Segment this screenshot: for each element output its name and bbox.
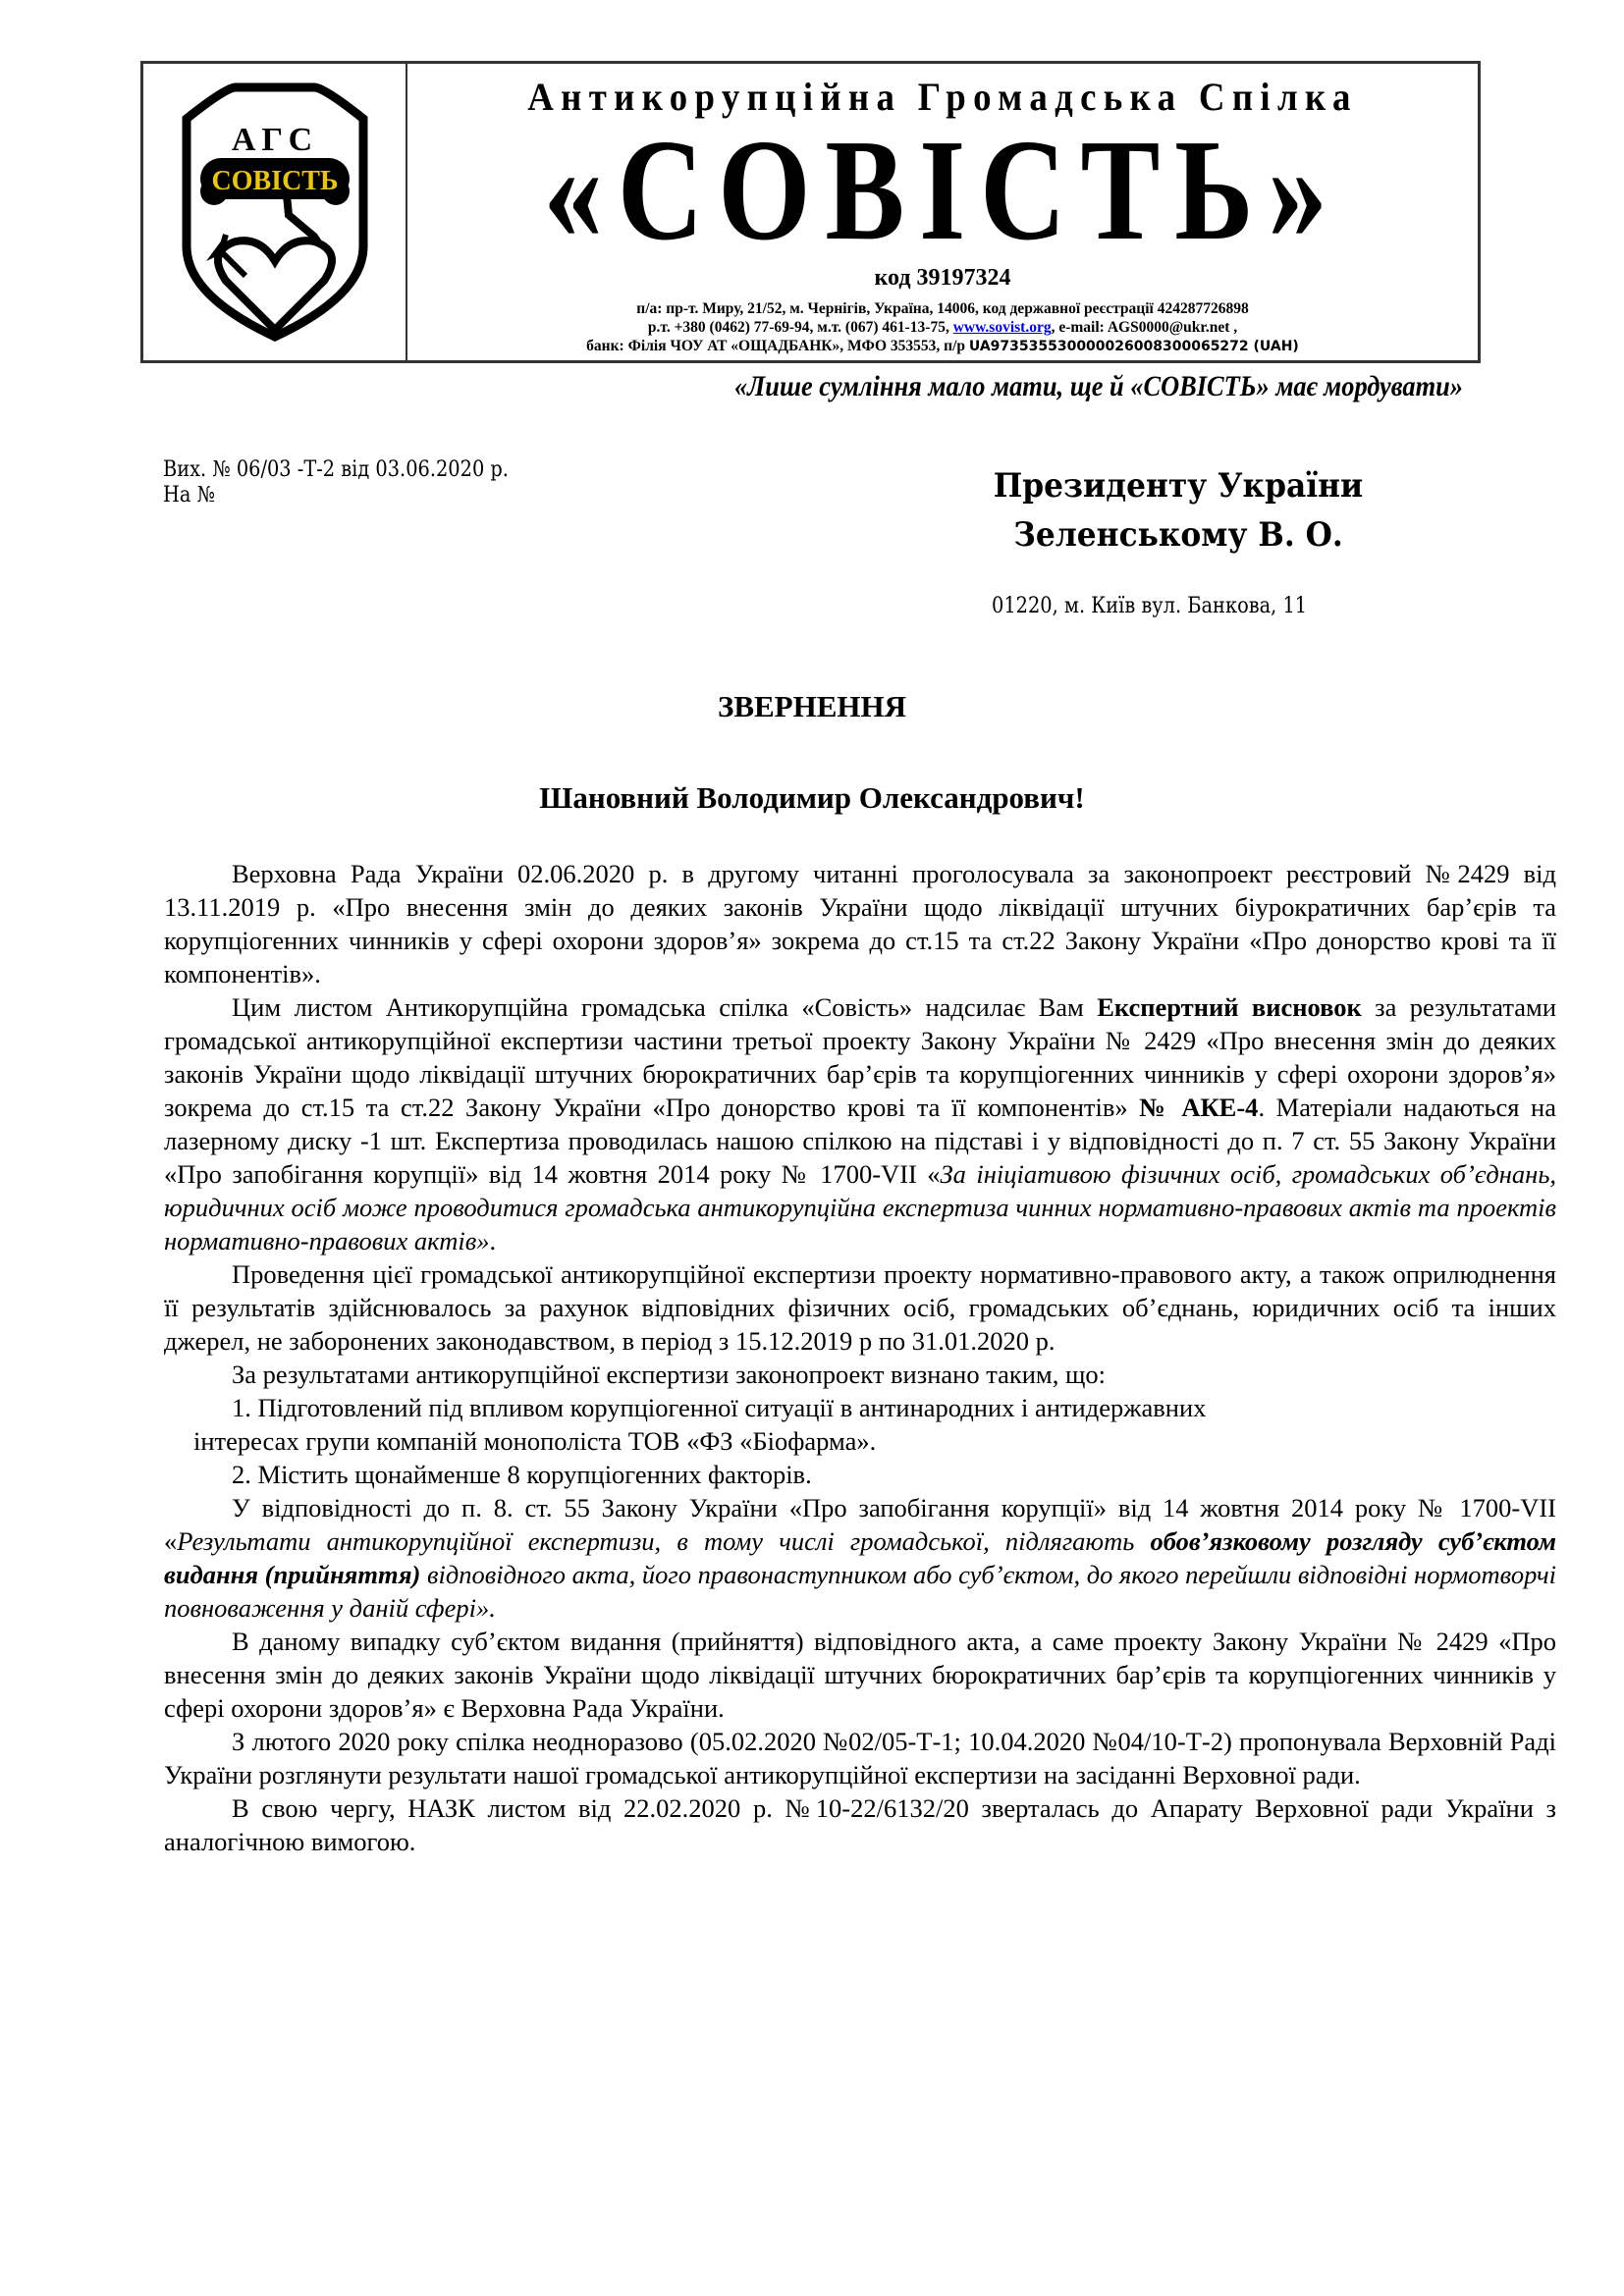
postal-address: п/а: пр-т. Миру, 21/52, м. Чернігів, Україна, 14006, код державної реєстрації 424287726898 <box>636 300 1249 317</box>
paragraph-8: В свою чергу, НАЗК листом від 22.02.2020 р. №10-22/6132/20 зверталась до Апарату Верховної ради України з аналогічною вимогою. <box>164 1793 1556 1856</box>
phone-line <box>407 318 1478 337</box>
organization-type: Антикорупційна Громадська Спілка <box>527 75 1358 119</box>
recipient-address: 01220, м. Київ вул. Банкова, 11 <box>992 594 1308 618</box>
paragraph-3: Проведення цієї громадської антикорупційної експертизи проекту нормативно-правового акту, а також оприлюднення її результатів здійснювалось за рахунок відповідних фізичних осіб, громадських об’єднань, юридичних осіб та інших джерел, не заборонених законодавством, в період з 15.12.2019 р по 31.01.2020 р. <box>164 1259 1556 1356</box>
organization-logo-icon <box>167 80 383 345</box>
organization-name: «СОВІСТЬ» <box>543 110 1342 271</box>
phones: р.т. +380 (0462) 77-69-94, м.т. (067) 461-13-75, <box>647 319 949 336</box>
recipient-title: Президенту України <box>993 466 1364 506</box>
website-link[interactable]: www.sovist.org <box>952 319 1052 336</box>
law-quote: За ініціативою фізичних осіб, громадських об’єднань, юридичних осіб може проводитися громадська антикорупційна експертиза чинних нормативно-правових актів та проектів нормативно-правових актів» <box>164 1159 1557 1255</box>
document-body <box>164 857 1556 1858</box>
conclusion-number: № АКЕ-4 <box>1139 1093 1259 1122</box>
motto: «Лише сумління мало мати, ще й «СОВІСТЬ» має мордувати» <box>733 370 1463 402</box>
logo-cell <box>143 64 407 360</box>
paragraph-5: У відповідності до п. 8. ст. 55 Закону України «Про запобігання корупції» від 14 жовтня 2014 року № 1700-VII «Результати антикорупційної експертизи, в тому числі громадської, підлягають обов’язковому розгляду суб’єктом видання (прийняття) відповідного акта, його правонаступником або суб’єктом, до якого перейшли відповідні нормотворчі повноваження у даній сфері». <box>164 1493 1556 1623</box>
organization-contacts <box>407 299 1478 356</box>
logo-band-text: СОВІСТЬ <box>211 166 338 196</box>
organization-info <box>407 64 1478 360</box>
finding-1: 1. Підготовлений під впливом корупціогенної ситуації в антинародних і антидержавних <box>232 1393 1207 1422</box>
bank-account: UA973535530000026008300065272 (UAH) <box>968 339 1299 354</box>
bank-line <box>407 337 1478 356</box>
paragraph-6: В даному випадку суб’єктом видання (прийняття) відповідного акта, а саме проекту Закону України № 2429 «Про внесення змін до деяких законів України щодо ліквідації штучних бюрократичних бар’єрів та корупціогенних чинників у сфері охорони здоров’я» є Верховна Рада України. <box>164 1627 1556 1723</box>
email: , e-mail: AGS0000@ukr.net , <box>1051 319 1238 336</box>
finding-1-continued: інтересах групи компаній монополіста ТОВ «ФЗ «Біофарма». <box>193 1426 877 1456</box>
outgoing-number: Вих. № 06/03 -Т-2 від 03.06.2020 р. <box>163 457 509 482</box>
logo-top-text: АГС <box>231 122 318 158</box>
organization-code: код 39197324 <box>874 265 1011 291</box>
paragraph-1: Верховна Рада України 02.06.2020 р. в другому читанні проголосувала за законопроект реєстровий №2429 від 13.11.2019 р. «Про внесення змін до деяких законів України щодо ліквідації штучних біурократичних бар’єрів та корупціогенних чинників у сфері охорони здоров’я» зокрема до ст.15 та ст.22 Закону України «Про донорство крові та її компонентів». <box>164 859 1556 988</box>
mandatory-review-emphasis: обов’язковому розгляду суб’єктом видання (прийняття) <box>164 1526 1556 1589</box>
letterhead <box>140 61 1481 363</box>
outgoing-reference <box>163 457 509 508</box>
bank-info: банк: Філія ЧОУ АТ «ОЩАДБАНК», МФО 353553, п/р <box>586 338 965 354</box>
paragraph-7: З лютого 2020 року спілка неодноразово (05.02.2020 №02/05-Т-1; 10.04.2020 №04/10-Т-2) пропонувала Верховній Раді України розглянути результати нашої громадської антикорупційної експертизи на засіданні Верховної ради. <box>164 1727 1556 1789</box>
expert-conclusion-label: Експертний висновок <box>1097 992 1362 1022</box>
recipient-name: Зеленському В. О. <box>1013 515 1343 555</box>
document-title: ЗВЕРНЕННЯ <box>717 689 907 723</box>
reply-reference: На № <box>163 483 215 507</box>
salutation: Шановний Володимир Олександрович! <box>539 780 1085 815</box>
paragraph-2: Цим листом Антикорупційна громадська спілка «Совість» надсилає Вам Експертний висновок за результатами громадської антикорупційної експертизи частини третьої проекту Закону України № 2429 «Про внесення змін до деяких законів України щодо ліквідації штучних бюрократичних бар’єрів та корупціогенних чинників у сфері охорони здоров’я» зокрема до ст.15 та ст.22 Закону України «Про донорство крові та її компонентів» № АКЕ-4. Матеріали надаються на лазерному диску -1 шт. Експертиза проводилась нашою спілкою на підставі і у відповідності до п. 7 ст. 55 Закону України «Про запобігання корупції» від 14 жовтня 2014 року № 1700-VII «За ініціативою фізичних осіб, громадських об’єднань, юридичних осіб може проводитися громадська антикорупційна експертиза чинних нормативно-правових актів та проектів нормативно-правових актів». <box>164 992 1557 1255</box>
paragraph-4: За результатами антикорупційної експертизи законопроект визнано таким, що: <box>232 1360 1106 1389</box>
finding-2: 2. Містить щонайменше 8 корупціогенних факторів. <box>232 1460 812 1489</box>
recipient <box>961 461 1395 560</box>
